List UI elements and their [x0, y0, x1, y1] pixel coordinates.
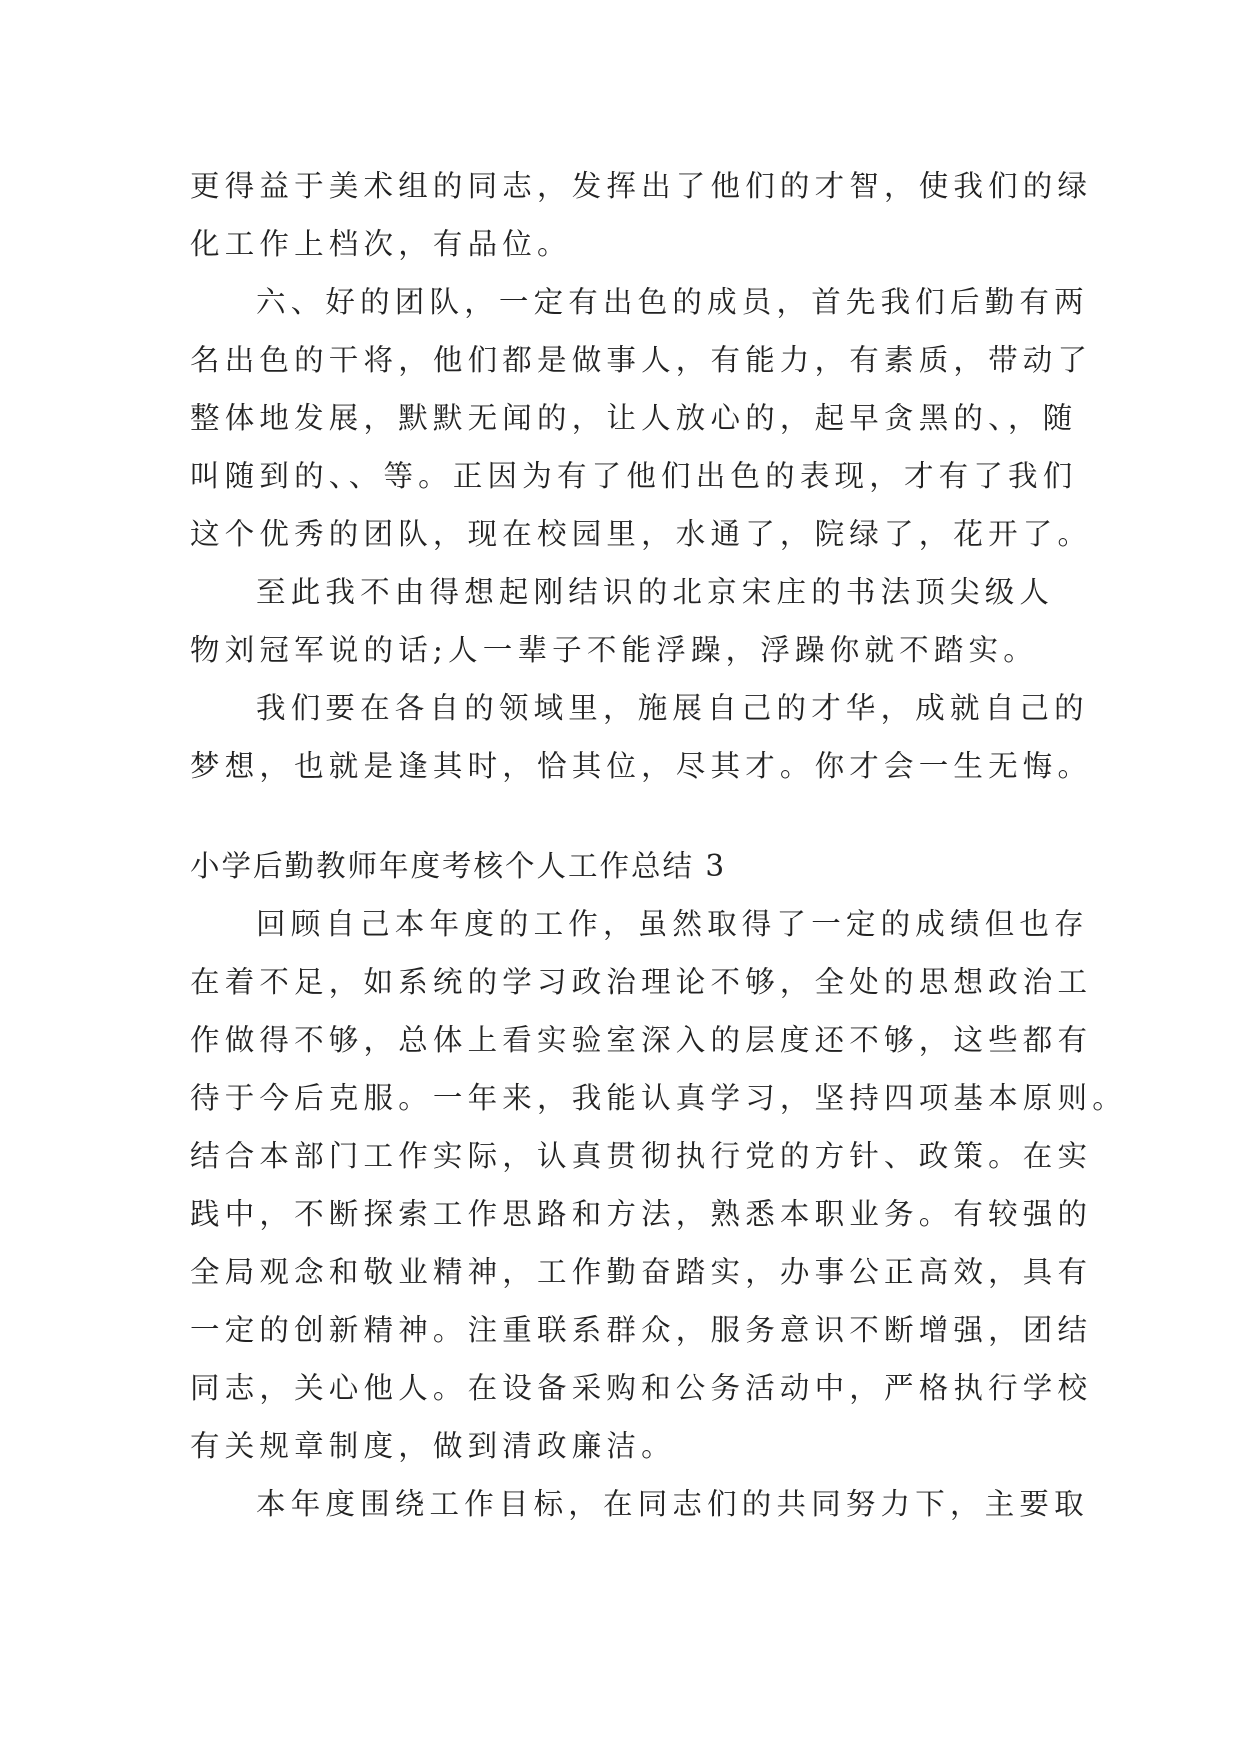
paragraph-first-line: 六、好的团队，一定有出色的成员，首先我们后勤有两 [256, 285, 1089, 319]
text-line: 梦想，也就是逢其时，恰其位，尽其才。你才会一生无悔。 [190, 749, 1093, 783]
paragraph-first-line: 本年度围绕工作目标，在同志们的共同努力下，主要取 [256, 1487, 1089, 1521]
text-line: 结合本部门工作实际，认真贯彻执行党的方针、政策。在实 [190, 1139, 1093, 1173]
text-line: 叫随到的、、等。正因为有了他们出色的表现，才有了我们 [190, 459, 1078, 493]
text-line: 践中，不断探索工作思路和方法，熟悉本职业务。有较强的 [190, 1197, 1093, 1231]
section-spacer [190, 795, 1060, 837]
paragraph-first-line: 回顾自己本年度的工作，虽然取得了一定的成绩但也存 [256, 907, 1089, 941]
text-line: 全局观念和敬业精神，工作勤奋踏实，办事公正高效，具有 [190, 1255, 1093, 1289]
paragraph-first-line: 我们要在各自的领域里，施展自己的才华，成就自己的 [256, 691, 1089, 725]
text-line: 待于今后克服。一年来，我能认真学习，坚持四项基本原则。 [190, 1081, 1127, 1115]
document-body [190, 157, 1127, 1533]
text-line: 物刘冠军说的话;人一辈子不能浮躁，浮躁你就不踏实。 [190, 633, 1038, 667]
text-line: 作做得不够，总体上看实验室深入的层度还不够，这些都有 [190, 1023, 1093, 1057]
text-line: 在着不足，如系统的学习政治理论不够，全处的思想政治工 [190, 965, 1093, 999]
text-line: 名出色的干将，他们都是做事人，有能力，有素质，带动了 [190, 343, 1093, 377]
section-title: 小学后勤教师年度考核个人工作总结 3 [190, 849, 727, 883]
text-line: 更得益于美术组的同志，发挥出了他们的才智，使我们的绿 [190, 169, 1093, 203]
text-line: 这个优秀的团队，现在校园里，水通了，院绿了，花开了。 [190, 517, 1093, 551]
paragraph-first-line: 至此我不由得想起刚结识的北京宋庄的书法顶尖级人 [256, 575, 1055, 609]
text-line: 同志，关心他人。在设备采购和公务活动中，严格执行学校 [190, 1371, 1093, 1405]
text-line: 一定的创新精神。注重联系群众，服务意识不断增强，团结 [190, 1313, 1093, 1347]
text-line: 整体地发展，默默无闻的，让人放心的，起早贪黑的、，随 [190, 401, 1078, 435]
text-line: 化工作上档次，有品位。 [190, 227, 572, 261]
text-line: 有关规章制度，做到清政廉洁。 [190, 1429, 676, 1463]
